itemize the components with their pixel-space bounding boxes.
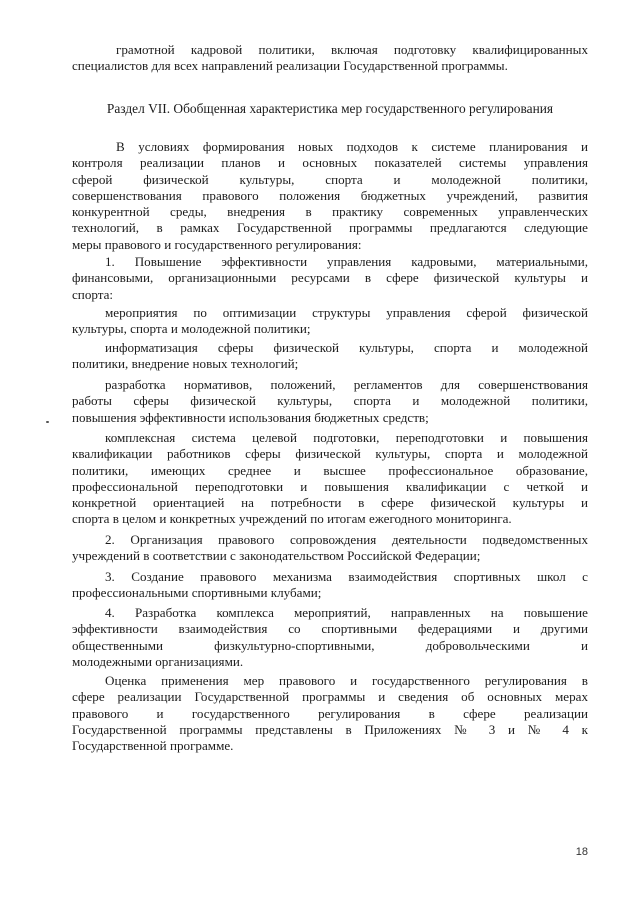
text-line: квалификации работников сферы физической культуры, спорта и молодежной <box>72 446 588 462</box>
text-line: политики, имеющих среднее и высшее профессиональное образование, <box>72 462 588 478</box>
text-line: профессиональной переподготовки и повышения квалификации с четкой и <box>72 478 588 494</box>
paragraph-intro <box>72 139 588 253</box>
text-line: сфере реализации Государственной программы и сведения об основных мерах <box>72 689 588 705</box>
text-line: эффективности взаимодействия со спортивными федерациями и другими <box>72 621 588 637</box>
text-line: повышения эффективности использования бюджетных средств; <box>72 409 429 425</box>
list-item-3 <box>72 569 588 602</box>
list-item-1 <box>72 254 588 303</box>
text-line: спорта в целом и конкретных учреждений по итогам ежегодного мониторинга. <box>72 511 512 527</box>
text-line: финансовыми, организационными ресурсами в сфере физической культуры и <box>72 270 588 286</box>
section-heading: Раздел VII. Обобщенная характеристика мер государственного регулирования <box>106 101 554 116</box>
paragraph-final <box>72 673 588 754</box>
text-line: молодежными организациями. <box>72 653 244 669</box>
text-line: 3. Создание правового механизма взаимодействия спортивных школ с <box>105 569 588 584</box>
text-line: общественными физкультурно-спортивными, добровольческими и <box>72 637 588 653</box>
text-line: меры правового и государственного регулирования: <box>72 236 362 252</box>
text-line: комплексная система целевой подготовки, переподготовки и повышения <box>105 430 588 445</box>
text-line: работы сферы физической культуры, спорта и молодежной политики, <box>72 393 588 409</box>
text-line: специалистов для всех направлений реализации Государственной программы. <box>72 58 508 74</box>
text-line: сферой физической культуры, спорта и молодежной политики, <box>72 171 588 187</box>
text-line: В условиях формирования новых подходов к системе планирования и <box>116 139 588 154</box>
scan-mark <box>46 421 49 423</box>
intro-continuation <box>72 42 588 75</box>
text-line: спорта: <box>72 286 114 302</box>
text-line: политики, внедрение новых технологий; <box>72 356 299 372</box>
text-line: совершенствования правового положения бюджетных учреждений, развития <box>72 187 588 203</box>
text-line: Оценка применения мер правового и государственного регулирования в <box>105 673 588 688</box>
text-line: культуры, спорта и молодежной политики; <box>72 321 311 337</box>
text-line: правового и государственного регулирования в сфере реализации <box>72 705 588 721</box>
text-line: конкретной ориентацией на потребности в сфере физической культуры и <box>72 495 588 511</box>
text-line: профессиональными спортивными клубами; <box>72 585 322 601</box>
sub-item-1 <box>72 305 588 338</box>
text-line: разработка нормативов, положений, регламентов для совершенствования <box>105 377 588 392</box>
list-item-4 <box>72 605 588 670</box>
page-number: 18 <box>575 846 588 858</box>
text-line: контроля реализации планов и основных показателей системы управления <box>72 155 588 171</box>
text-line: Государственной программы представлены в Приложениях № 3 и № 4 к <box>72 721 588 737</box>
sub-item-2 <box>72 340 588 373</box>
text-line: 1. Повышение эффективности управления кадровыми, материальными, <box>105 254 588 269</box>
text-line: информатизация сферы физической культуры, спорта и молодежной <box>105 340 588 355</box>
list-item-2 <box>72 532 588 565</box>
text-line: мероприятия по оптимизации структуры управления сферой физической <box>105 305 588 320</box>
sub-item-4 <box>72 430 588 528</box>
text-line: Государственной программе. <box>72 738 234 754</box>
text-line: 4. Разработка комплекса мероприятий, направленных на повышение <box>105 605 588 620</box>
text-line: учреждений в соответствии с законодательством Российской Федерации; <box>72 548 481 564</box>
text-line: технологий, в рамках Государственной программы предлагаются следующие <box>72 220 588 236</box>
sub-item-3 <box>72 377 588 426</box>
text-line: 2. Организация правового сопровождения деятельности подведомственных <box>105 532 588 547</box>
text-line: грамотной кадровой политики, включая подготовку квалифицированных <box>116 42 588 57</box>
text-line: конкурентной среды, внедрения в практику современных управленческих <box>72 204 588 220</box>
